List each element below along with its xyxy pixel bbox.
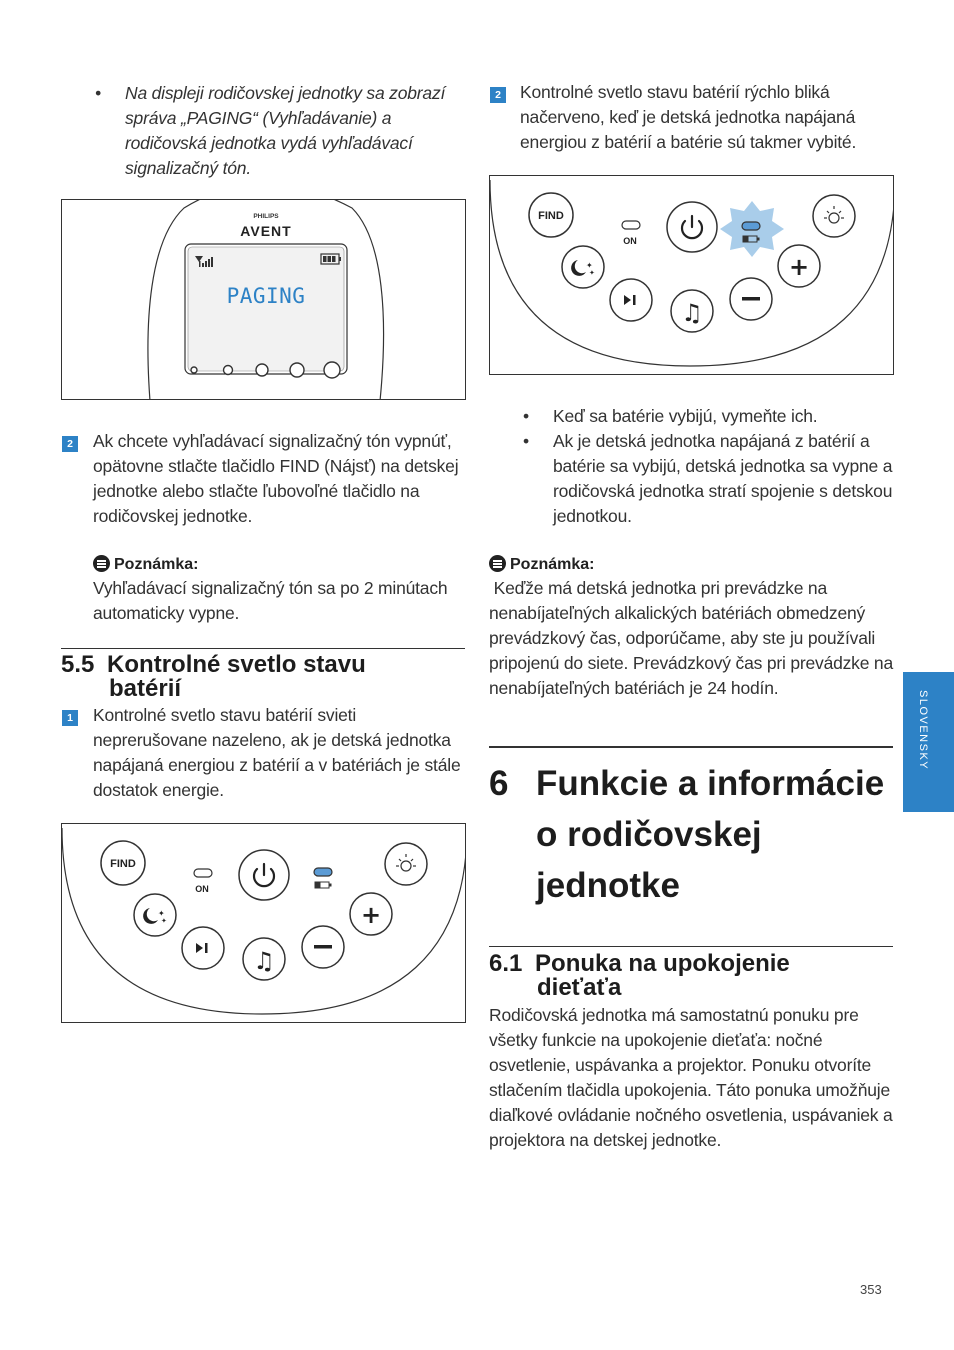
baby-unit-drawing-left <box>62 824 466 1023</box>
subsection-title-line2: dieťaťa <box>537 974 622 1001</box>
svg-text:✦: ✦ <box>161 917 167 925</box>
music-icon: ♫ <box>253 947 275 975</box>
on-label: ON <box>195 884 209 894</box>
chapter-line1: Funkcie a informácie <box>536 764 885 803</box>
bullet-batteries-shutdown: • Ak je detská jednotka napájaná z batérií a batérie sa vybijú, detská jednotka sa vypne a rodičovská jednotka stratí spojenie s detskou jednotkou. <box>553 429 893 529</box>
subsection-rule <box>489 946 893 947</box>
svg-text:✦: ✦ <box>589 269 595 277</box>
parent-unit-drawing <box>62 200 466 400</box>
baby-unit-figure-right <box>489 175 894 375</box>
section-number: 5.5 <box>61 651 95 678</box>
find-label: FIND <box>110 858 136 870</box>
note-left <box>93 555 465 626</box>
step-1-text-left: Kontrolné svetlo stavu batérií svieti neprerušovane nazeleno, ak je detská jednotka napájaná energiou z batérií a v batériách je stále dostatok energie. <box>93 705 461 800</box>
step-2-text-left: Ak chcete vyhľadávací signalizačný tón vypnúť, opätovne stlačte tlačidlo FIND (Nájsť) na detskej jednotke alebo stlačte ľubovoľné tlačidlo na rodičovskej jednotke. <box>93 431 459 526</box>
night-light-button <box>813 195 855 237</box>
on-led <box>194 869 212 877</box>
chapter-line3: jednotke <box>536 866 680 905</box>
section-5-5-heading <box>61 653 465 701</box>
baby-unit-figure-left <box>61 823 466 1023</box>
section-title-line1: Kontrolné svetlo stavu <box>107 651 366 678</box>
paging-screen-text: PAGING <box>226 284 306 308</box>
bullet-batteries-empty: • Keď sa batérie vybijú, vymeňte ich. <box>553 404 893 429</box>
battery-led <box>314 868 332 876</box>
language-label: SLOVENSKY <box>917 690 929 771</box>
svg-text:✦: ✦ <box>586 261 593 270</box>
page-number: 353 <box>860 1282 882 1297</box>
plus-icon: + <box>788 253 810 281</box>
battery-led <box>742 222 760 230</box>
step-2-text-right: Kontrolné svetlo stavu batérií rýchlo bliká načerveno, keď je detská jednotka napájaná energiou z batérií a batérie sú takmer vybité. <box>520 82 857 152</box>
note-icon <box>489 555 506 572</box>
music-icon: ♫ <box>681 299 703 327</box>
minus-icon <box>742 297 760 301</box>
note-text-right: Keďže má detská jednotka pri prevádzke na nenabíjateľných alkalických batériách obmedzený prevádzkový čas, odporúčame, aby ste ju používali pripojenú do siete. Prevádzkový čas pri prevádzke na nenabíjateľných batériách je 24 hodín. <box>489 578 898 698</box>
plus-icon: + <box>360 901 382 929</box>
chapter-line2: o rodičovskej <box>536 815 762 854</box>
chapter-6-heading <box>489 758 909 911</box>
section-title-line2: batérií <box>109 675 182 702</box>
parent-unit-figure <box>61 199 466 400</box>
minus-icon <box>314 945 332 949</box>
step-number-2-left: 2 <box>62 436 78 452</box>
note-title-left: Poznámka: <box>114 556 199 573</box>
note-icon <box>93 555 110 572</box>
parent-logo: AVENT <box>240 223 292 239</box>
subsection-number: 6.1 <box>489 950 523 977</box>
chapter-rule <box>489 746 893 748</box>
battery-icon <box>315 882 331 888</box>
chapter-number: 6 <box>489 764 509 803</box>
baby-unit-drawing-right <box>490 176 894 375</box>
parent-brand: PHILIPS <box>253 213 279 220</box>
soothe-button <box>134 894 176 936</box>
section-rule-left <box>61 648 465 649</box>
soothe-button <box>562 246 604 288</box>
on-label: ON <box>623 236 637 246</box>
on-led <box>622 221 640 229</box>
language-side-tab <box>903 672 954 812</box>
svg-text:✦: ✦ <box>158 909 165 918</box>
find-label: FIND <box>538 210 564 222</box>
subsection-text: Rodičovská jednotka má samostatnú ponuku pre všetky funkcie na upokojenie dieťaťa: nočné osvetlenie, uspávanka a projektor. Ponuku otvoríte stlačením tlačidla upokojenia. Táto ponuka umožňuje diaľkové ovládanie nočného osvetlenia, uspávaniek a projektora na detskej jednotke. <box>489 1005 893 1150</box>
step-number-1-left: 1 <box>62 710 78 726</box>
section-6-1-heading <box>489 952 893 1000</box>
note-text-left: Vyhľadávací signalizačný tón sa po 2 minútach automaticky vypne. <box>93 578 448 623</box>
note-title-right: Poznámka: <box>510 556 595 573</box>
step-number-2-right: 2 <box>490 87 506 103</box>
note-right <box>489 555 898 701</box>
subsection-title-line1: Ponuka na upokojenie <box>535 950 790 977</box>
night-light-button <box>385 843 427 885</box>
paging-bullet: • Na displeji rodičovskej jednotky sa zobrazí správa „PAGING“ (Vyhľadávanie) a rodičovská jednotka vydá vyhľadávací signalizačný tón. <box>125 81 460 181</box>
